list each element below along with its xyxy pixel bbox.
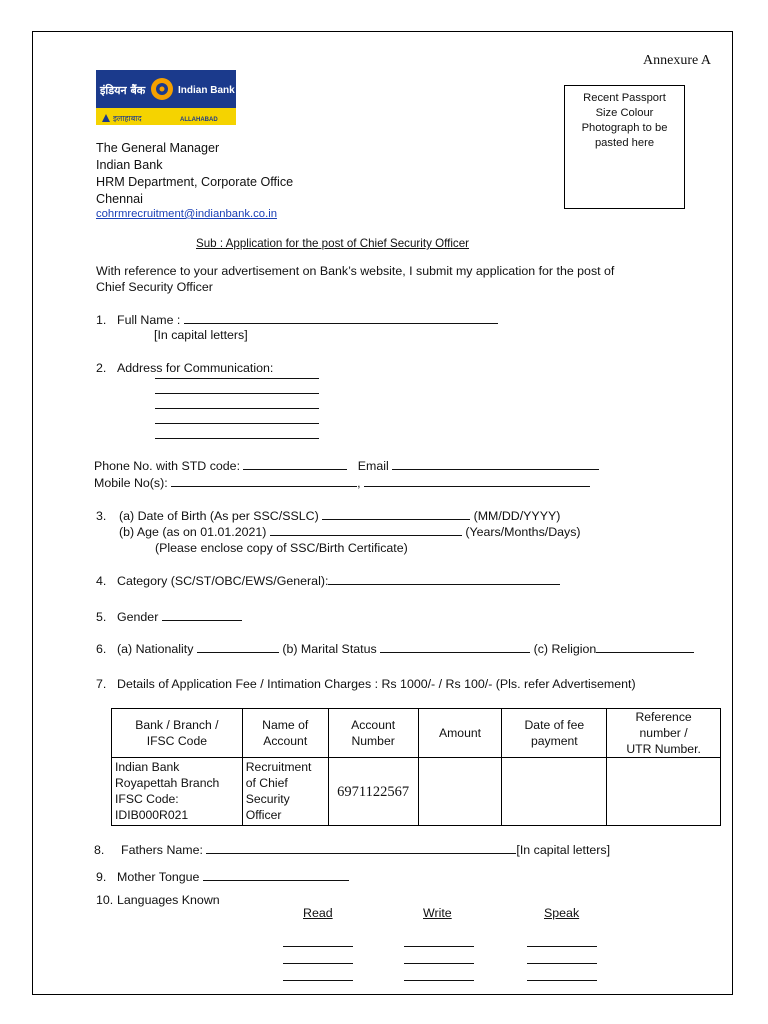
category-label: Category (SC/ST/OBC/EWS/General): bbox=[117, 574, 329, 588]
annexure-label: Annexure A bbox=[643, 53, 712, 68]
read-blank-2[interactable] bbox=[283, 963, 353, 964]
item-2-number: 2. bbox=[96, 361, 107, 375]
address-line-1: The General Manager bbox=[96, 141, 220, 155]
fee-table-row bbox=[112, 758, 721, 826]
nationality-label: (a) Nationality bbox=[117, 642, 194, 656]
item-8-number: 8. bbox=[94, 843, 105, 857]
cell-amount[interactable] bbox=[418, 758, 502, 826]
header-account-number: Account Number bbox=[328, 709, 418, 758]
item-5-number: 5. bbox=[96, 610, 107, 624]
cell-account-name: Recruitment of Chief Security Officer bbox=[242, 758, 328, 826]
mother-tongue-blank[interactable] bbox=[203, 870, 349, 881]
mother-tongue-label: Mother Tongue bbox=[117, 870, 200, 884]
email-label: Email bbox=[357, 459, 389, 473]
fathers-name-note: [In capital letters] bbox=[516, 843, 611, 857]
dob-blank[interactable] bbox=[322, 509, 470, 520]
read-blank-1[interactable] bbox=[283, 946, 353, 947]
address-blank-4[interactable] bbox=[155, 423, 319, 424]
marital-status-label: (b) Marital Status bbox=[282, 642, 377, 656]
dob-row bbox=[119, 509, 560, 523]
dob-label: (a) Date of Birth (As per SSC/SSLC) bbox=[119, 509, 319, 523]
cell-date-of-payment[interactable] bbox=[502, 758, 607, 826]
address-line-2: Indian Bank bbox=[96, 158, 163, 172]
fathers-name-row bbox=[121, 843, 610, 857]
gender-blank[interactable] bbox=[162, 610, 242, 621]
address-line-4: Chennai bbox=[96, 192, 143, 206]
age-label: (b) Age (as on 01.01.2021) bbox=[119, 525, 267, 539]
speak-blank-2[interactable] bbox=[527, 963, 597, 964]
address-blank-2[interactable] bbox=[155, 393, 319, 394]
speak-blank-1[interactable] bbox=[527, 946, 597, 947]
mother-tongue-row bbox=[117, 870, 349, 884]
category-row bbox=[117, 574, 560, 588]
intro-line-1: With reference to your advertisement on Bank’s website, I submit my application for the post of bbox=[96, 264, 615, 278]
age-format: (Years/Months/Days) bbox=[465, 525, 581, 539]
phone-label: Phone No. with STD code: bbox=[94, 459, 241, 473]
item-1-number: 1. bbox=[96, 313, 107, 327]
logo-emblem-icon bbox=[151, 78, 173, 100]
intro-line-2: Chief Security Officer bbox=[96, 280, 213, 294]
languages-read-header: Read bbox=[303, 906, 333, 920]
header-amount: Amount bbox=[418, 709, 502, 758]
speak-blank-3[interactable] bbox=[527, 980, 597, 981]
subject-line: Sub : Application for the post of Chief Security Officer bbox=[196, 237, 470, 250]
full-name-note: [In capital letters] bbox=[154, 328, 248, 342]
item-6-number: 6. bbox=[96, 642, 107, 656]
fee-table bbox=[111, 708, 721, 826]
marital-status-blank[interactable] bbox=[380, 642, 530, 653]
mobile-blank-2[interactable] bbox=[364, 476, 590, 487]
dob-format: (MM/DD/YYYY) bbox=[473, 509, 561, 523]
item-7-number: 7. bbox=[96, 677, 107, 691]
item-10-number: 10. bbox=[96, 893, 114, 907]
write-blank-2[interactable] bbox=[404, 963, 474, 964]
email-link[interactable]: cohrmrecruitment@indianbank.co.in bbox=[96, 208, 278, 220]
address-blank-3[interactable] bbox=[155, 408, 319, 409]
read-blank-3[interactable] bbox=[283, 980, 353, 981]
header-bank-branch: Bank / Branch / IFSC Code bbox=[112, 709, 243, 758]
full-name-row bbox=[117, 313, 498, 327]
nationality-row bbox=[117, 642, 694, 656]
gender-label: Gender bbox=[117, 610, 159, 624]
address-line-3: HRM Department, Corporate Office bbox=[96, 175, 294, 189]
header-date-of-payment: Date of fee payment bbox=[502, 709, 607, 758]
item-9-number: 9. bbox=[96, 870, 107, 884]
category-blank[interactable] bbox=[328, 574, 560, 585]
fee-table-header bbox=[112, 709, 721, 758]
full-name-label: Full Name : bbox=[117, 313, 181, 327]
logo-english-name: Indian Bank bbox=[178, 85, 235, 96]
address-blank-5[interactable] bbox=[155, 438, 319, 439]
languages-write-header: Write bbox=[423, 906, 452, 920]
fathers-name-blank[interactable] bbox=[206, 843, 516, 854]
write-blank-1[interactable] bbox=[404, 946, 474, 947]
photo-box: Recent Passport Size Colour Photograph to be pasted here bbox=[564, 85, 685, 209]
nationality-blank[interactable] bbox=[197, 642, 279, 653]
mobile-blank-1[interactable] bbox=[171, 476, 357, 487]
mobile-label: Mobile No(s): bbox=[94, 476, 168, 490]
item-4-number: 4. bbox=[96, 574, 107, 588]
languages-known-label: Languages Known bbox=[117, 893, 220, 907]
logo-sub-hindi: इलाहाबाद bbox=[113, 114, 142, 123]
email-blank[interactable] bbox=[392, 459, 599, 470]
languages-speak-header: Speak bbox=[544, 906, 580, 920]
age-blank[interactable] bbox=[270, 525, 462, 536]
address-comm-label: Address for Communication: bbox=[117, 361, 274, 375]
fathers-name-label: Fathers Name: bbox=[121, 843, 203, 857]
cell-reference-number[interactable] bbox=[607, 758, 721, 826]
religion-label: (c) Religion bbox=[533, 642, 597, 656]
logo-sub-english: ALLAHABAD bbox=[180, 117, 218, 123]
cell-bank-branch: Indian Bank Royapettah Branch IFSC Code: IDIB000R021 bbox=[112, 758, 243, 826]
full-name-blank[interactable] bbox=[184, 313, 498, 324]
phone-blank[interactable] bbox=[243, 459, 347, 470]
mobile-row: Mobile No(s): , bbox=[94, 476, 590, 490]
fee-details-label: Details of Application Fee / Intimation Charges : Rs 1000/- / Rs 100/- (Pls. refer Advertisement) bbox=[117, 677, 636, 691]
age-row bbox=[119, 525, 581, 539]
indian-bank-logo bbox=[96, 70, 236, 125]
cell-account-number: 6971122567 bbox=[328, 758, 418, 826]
logo-hindi-name: इंडियन बैंक bbox=[100, 84, 146, 97]
religion-blank[interactable] bbox=[596, 642, 694, 653]
gender-row bbox=[117, 610, 242, 624]
header-account-name: Name of Account bbox=[242, 709, 328, 758]
write-blank-3[interactable] bbox=[404, 980, 474, 981]
item-3-number: 3. bbox=[96, 509, 107, 523]
dob-note: (Please enclose copy of SSC/Birth Certificate) bbox=[155, 541, 408, 555]
header-reference-number: Reference number / UTR Number. bbox=[607, 709, 721, 758]
phone-row bbox=[94, 459, 599, 473]
address-blank-1[interactable] bbox=[155, 378, 319, 379]
